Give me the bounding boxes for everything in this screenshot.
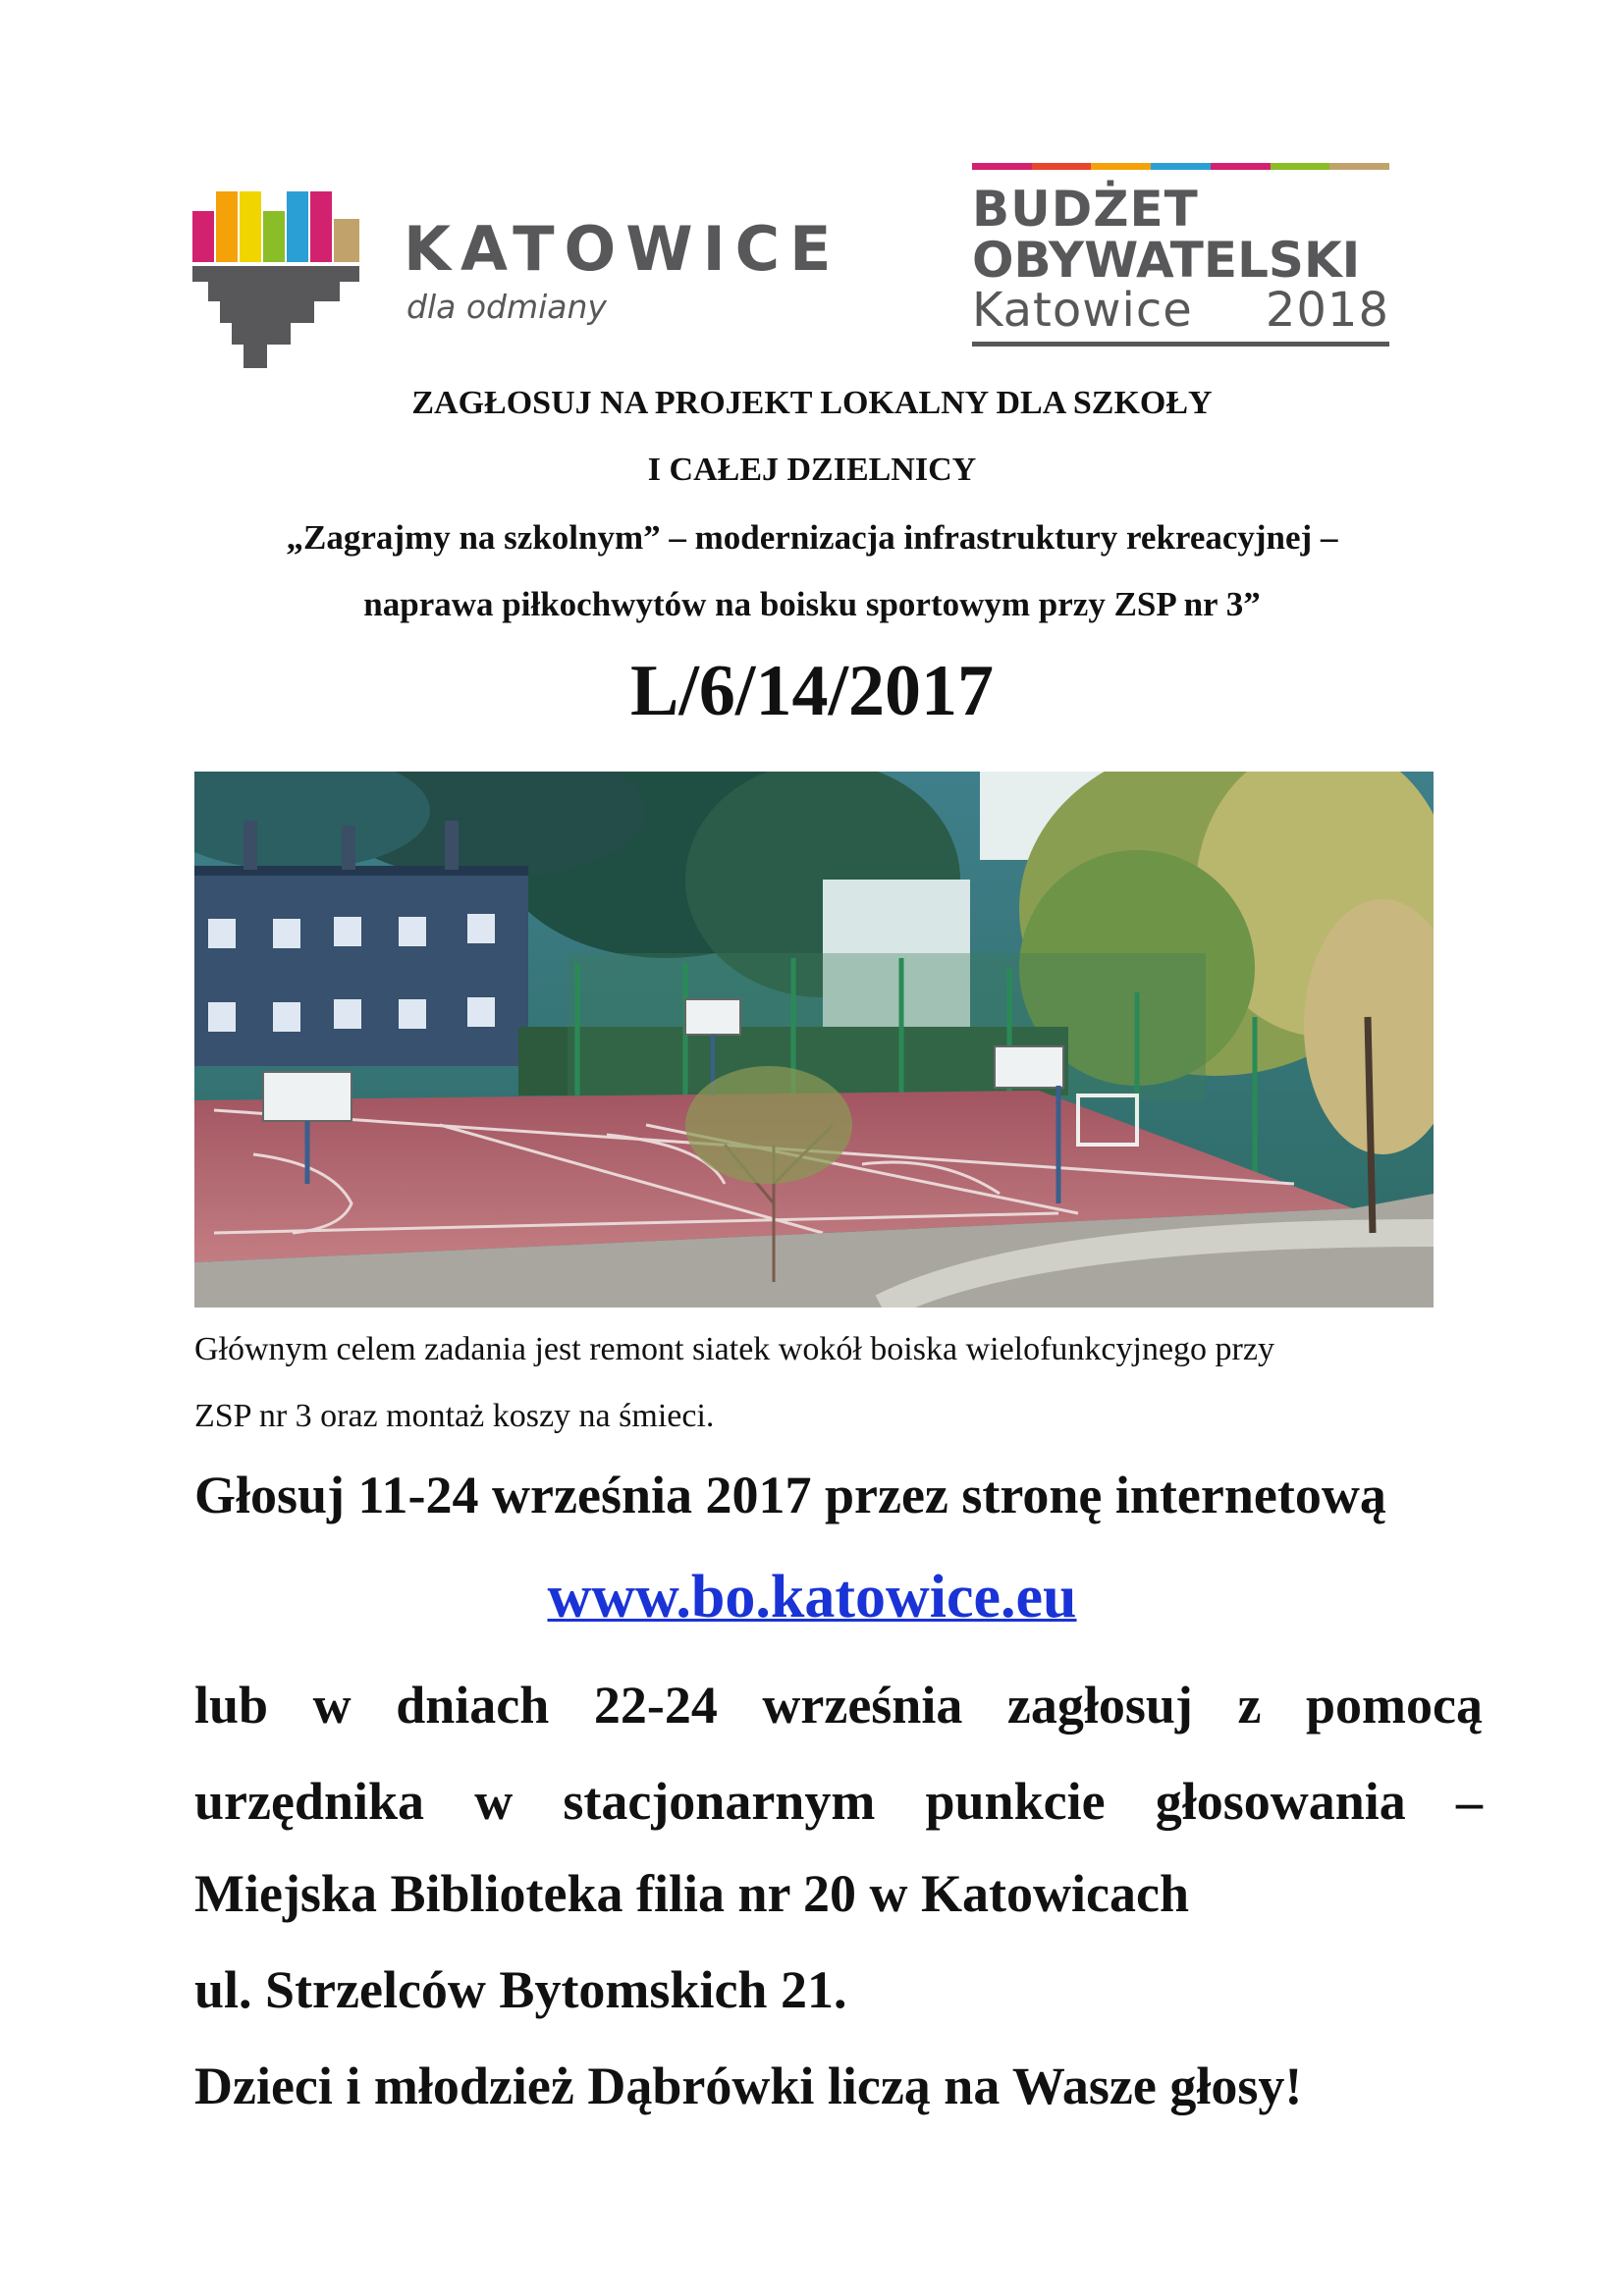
website-line bbox=[0, 1563, 1624, 1632]
stripe-segment bbox=[1211, 163, 1271, 170]
budzet-city: Katowice bbox=[972, 283, 1193, 338]
chimney bbox=[244, 821, 257, 870]
court-photo-illustration bbox=[194, 772, 1434, 1308]
logo-bar-blue bbox=[287, 191, 308, 262]
description-line2: ZSP nr 3 oraz montaż koszy na śmieci. bbox=[194, 1398, 715, 1434]
chimney bbox=[445, 821, 459, 870]
stripe-segment bbox=[1032, 163, 1092, 170]
voting-address: ul. Strzelców Bytomskich 21. bbox=[194, 1960, 847, 2019]
logo-bar-yellow bbox=[240, 191, 261, 262]
katowice-logo-mark bbox=[192, 191, 361, 368]
logo-underline bbox=[972, 342, 1389, 347]
budzet-obywatelski-logo bbox=[972, 163, 1394, 354]
budzet-line2: OBYWATELSKI bbox=[972, 232, 1361, 289]
word: stacjonarnym bbox=[563, 1772, 876, 1831]
logo-bar-pink bbox=[192, 211, 214, 262]
heading-line2: I CAŁEJ DZIELNICY bbox=[647, 452, 977, 488]
budzet-year: 2018 bbox=[1265, 283, 1389, 338]
word: dniach bbox=[396, 1676, 550, 1735]
stripe-segment bbox=[1091, 163, 1151, 170]
stripe-segment bbox=[1151, 163, 1211, 170]
logo-bar-pink-2 bbox=[310, 191, 332, 262]
chimney bbox=[342, 826, 355, 870]
project-title-line1: „Zagrajmy na szkolnym” – modernizacja infrastruktury rekreacyjnej – bbox=[286, 518, 1338, 557]
word: punkcie bbox=[925, 1772, 1106, 1831]
stripe-segment bbox=[1329, 163, 1389, 170]
word: lub bbox=[194, 1676, 269, 1735]
project-id: L/6/14/2017 bbox=[629, 651, 995, 731]
description-line1: Głównym celem zadania jest remont siatek wokół boiska wielofunkcyjnego przy bbox=[194, 1331, 1274, 1367]
heading-line1: ZAGŁOSUJ NA PROJEKT LOKALNY DLA SZKOŁY bbox=[411, 385, 1213, 421]
voting-paragraph-line2 bbox=[194, 1771, 1483, 1832]
small-tree-leaves bbox=[685, 1066, 852, 1184]
tree-trunk bbox=[1368, 1017, 1373, 1233]
word: września bbox=[762, 1676, 963, 1735]
word: 22-24 bbox=[593, 1676, 718, 1735]
word: z bbox=[1237, 1676, 1262, 1735]
logo-color-stripe bbox=[972, 163, 1389, 170]
word: – bbox=[1455, 1772, 1483, 1831]
stripe-segment bbox=[972, 163, 1032, 170]
logo-bar-orange bbox=[216, 191, 238, 262]
katowice-tagline: dla odmiany bbox=[406, 288, 607, 326]
word: w bbox=[312, 1676, 352, 1735]
fence-net bbox=[568, 953, 1206, 1100]
project-title-line2: naprawa piłkochwytów na boisku sportowym przy ZSP nr 3” bbox=[363, 585, 1261, 623]
word: urzędnika bbox=[194, 1772, 425, 1831]
word: w bbox=[474, 1772, 514, 1831]
court-photo bbox=[194, 772, 1434, 1308]
katowice-wordmark: KATOWICE bbox=[404, 213, 841, 285]
voting-paragraph-line1 bbox=[194, 1675, 1483, 1735]
voting-location: Miejska Biblioteka filia nr 20 w Katowicach bbox=[194, 1864, 1189, 1923]
word: głosowania bbox=[1155, 1772, 1406, 1831]
closing-appeal: Dzieci i młodzież Dąbrówki liczą na Wasze głosy! bbox=[194, 2056, 1303, 2115]
logo-bar-green bbox=[263, 211, 285, 262]
word: zagłosuj bbox=[1006, 1676, 1193, 1735]
word: pomocą bbox=[1306, 1676, 1483, 1735]
logo-bar-tan bbox=[334, 219, 359, 262]
katowice-logo bbox=[192, 191, 841, 368]
budzet-line1: BUDŻET bbox=[972, 181, 1199, 238]
logo-pyramid bbox=[192, 266, 359, 368]
website-link[interactable]: www.bo.katowice.eu bbox=[547, 1564, 1077, 1630]
budzet-line3 bbox=[972, 283, 1389, 338]
stripe-segment bbox=[1271, 163, 1330, 170]
voting-headline: Głosuj 11-24 września 2017 przez stronę internetową bbox=[194, 1466, 1386, 1524]
building-dark bbox=[194, 870, 528, 1066]
